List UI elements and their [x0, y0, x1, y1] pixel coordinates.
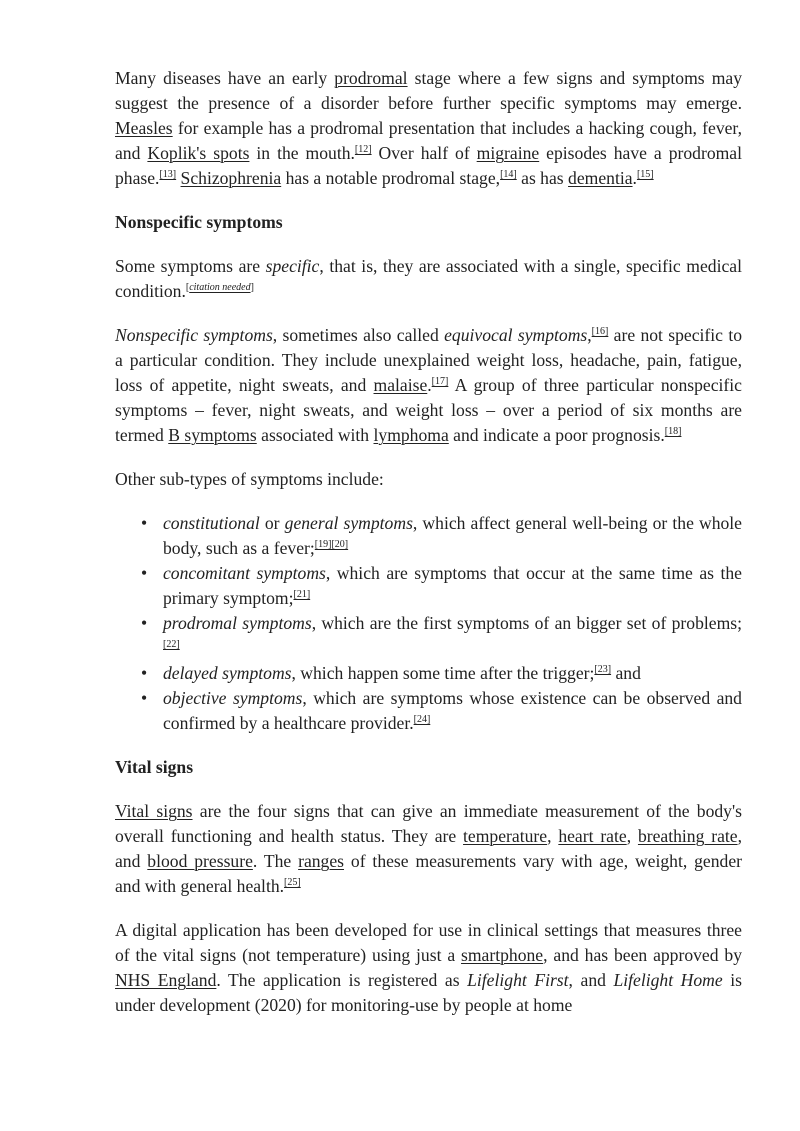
link-temperature[interactable]: temperature [463, 826, 548, 846]
italic-text: prodromal symptoms [163, 613, 312, 633]
citation-17[interactable]: [17] [431, 376, 449, 388]
text: , which are symptoms whose existence can be observed and confirmed by a healthcare provider. [163, 688, 742, 733]
link-blood-pressure[interactable]: blood pressure [147, 851, 253, 871]
citation-14[interactable]: [14] [500, 169, 517, 181]
text: of these measurements vary with age, weight, gender and with general health. [115, 851, 743, 896]
text: associated with [256, 425, 374, 445]
citation-23[interactable]: [23] [594, 664, 612, 676]
text: ] [250, 282, 254, 294]
citation-25[interactable]: [25] [284, 877, 301, 889]
citation-24[interactable]: [24] [413, 714, 431, 726]
paragraph-specific [115, 254, 742, 304]
link-measles[interactable]: Measles [115, 118, 173, 138]
paragraph-prodromal [115, 66, 742, 191]
text: , sometimes also called [272, 325, 445, 345]
text: . [632, 168, 637, 188]
italic-text: equivocal symptoms [444, 325, 588, 345]
article-body [115, 66, 742, 1037]
text: , which are the first symptoms of an bigger set of problems; [311, 613, 742, 633]
text: . [427, 375, 432, 395]
link-migraine[interactable]: migraine [476, 143, 540, 163]
link-malaise[interactable]: malaise [373, 375, 428, 395]
text: [ [185, 282, 190, 294]
link-dementia[interactable]: dementia [568, 168, 633, 188]
italic-text: Lifelight Home [613, 970, 723, 990]
link-ranges[interactable]: ranges [298, 851, 345, 871]
italic-text: Nonspecific symptoms [115, 325, 273, 345]
text: , which are symptoms that occur at the same time as the primary symptom; [163, 563, 742, 608]
text: . The [252, 851, 299, 871]
text: , and [115, 826, 742, 871]
link-lymphoma[interactable]: lymphoma [373, 425, 449, 445]
paragraph-vital-signs [115, 799, 742, 899]
link-vital-signs[interactable]: Vital signs [115, 801, 193, 821]
citation-15[interactable]: [15] [636, 169, 654, 181]
text: stage where a few signs and symptoms may suggest the presence of a disorder before further specific symptoms may emerge. [115, 68, 743, 113]
heading-nonspecific-symptoms: Nonspecific symptoms [115, 212, 283, 232]
citation-13[interactable]: [13] [159, 169, 177, 181]
italic-text: objective symptoms [163, 688, 303, 708]
citation-19-20[interactable]: [19][20] [314, 539, 349, 551]
text: Over half of [371, 143, 477, 163]
italic-text: delayed symptoms [163, 663, 292, 683]
text: for example has a prodromal presentation that includes a hacking cough, fever, and [115, 118, 742, 163]
citation-22[interactable]: [22] [163, 639, 180, 651]
citation-21[interactable]: [21] [293, 589, 311, 601]
link-b-symptoms[interactable]: B symptoms [168, 425, 257, 445]
text: and [611, 663, 641, 683]
text: , [626, 826, 638, 846]
italic-text: specific [265, 256, 320, 276]
link-kopliks-spots[interactable]: Koplik's spots [147, 143, 250, 163]
italic-text: general symptoms [284, 513, 413, 533]
link-breathing-rate[interactable]: breathing rate [637, 826, 738, 846]
text: , [587, 325, 592, 345]
citation-needed-link[interactable]: citation needed [189, 282, 251, 294]
text: , and [568, 970, 614, 990]
link-heart-rate[interactable]: heart rate [558, 826, 627, 846]
text: Some symptoms are [115, 256, 266, 276]
italic-text: constitutional [163, 513, 260, 533]
italic-text: concomitant symptoms [163, 563, 326, 583]
text: , that is, they are associated with a single, specific medical condition. [115, 256, 742, 301]
link-nhs-england[interactable]: NHS England [115, 970, 217, 990]
text: are not specific to a particular condition. They include unexplained weight loss, headache, pain, fatigue, loss of appetite, night sweats, and [115, 325, 743, 395]
list-item [163, 561, 742, 611]
link-prodromal[interactable]: prodromal [334, 68, 408, 88]
paragraph-digital-app [115, 918, 742, 1018]
text: and indicate a poor prognosis. [448, 425, 665, 445]
citation-16[interactable]: [16] [591, 326, 609, 338]
text: or [259, 513, 285, 533]
text: , which happen some time after the trigger; [291, 663, 595, 683]
text: , [547, 826, 559, 846]
heading-vital-signs: Vital signs [115, 757, 194, 777]
text: has a notable prodromal stage, [281, 168, 501, 188]
symptom-subtypes-list [115, 511, 742, 736]
paragraph-nonspecific [115, 323, 742, 448]
text: , which affect general well-being or the whole body, such as a fever; [163, 513, 742, 558]
paragraph-subtypes-intro: Other sub-types of symptoms include: [115, 469, 384, 489]
text: Many diseases have an early [115, 68, 335, 88]
citation-12[interactable]: [12] [354, 144, 372, 156]
link-schizophrenia[interactable]: Schizophrenia [180, 168, 282, 188]
text: , and has been approved by [543, 945, 742, 965]
list-item [163, 611, 742, 661]
italic-text: Lifelight First [467, 970, 569, 990]
text: episodes have a prodromal phase. [115, 143, 742, 188]
list-item [163, 686, 742, 736]
citation-18[interactable]: [18] [664, 426, 682, 438]
text: A group of three particular nonspecific symptoms – fever, night sweats, and weight loss – over a period of six months are termed [115, 375, 742, 445]
text: . The application is registered as [216, 970, 468, 990]
text: as has [516, 168, 569, 188]
text: are the four signs that can give an immediate measurement of the body's overall functioning and health status. They are [115, 801, 742, 846]
text: is under development (2020) for monitoring-use by people at home [115, 970, 743, 1015]
text: in the mouth. [249, 143, 355, 163]
link-smartphone[interactable]: smartphone [461, 945, 544, 965]
list-item [163, 511, 742, 561]
text: A digital application has been developed for use in clinical settings that measures three of the vital signs (not temperature) using just a [115, 920, 742, 965]
list-item [163, 661, 742, 686]
